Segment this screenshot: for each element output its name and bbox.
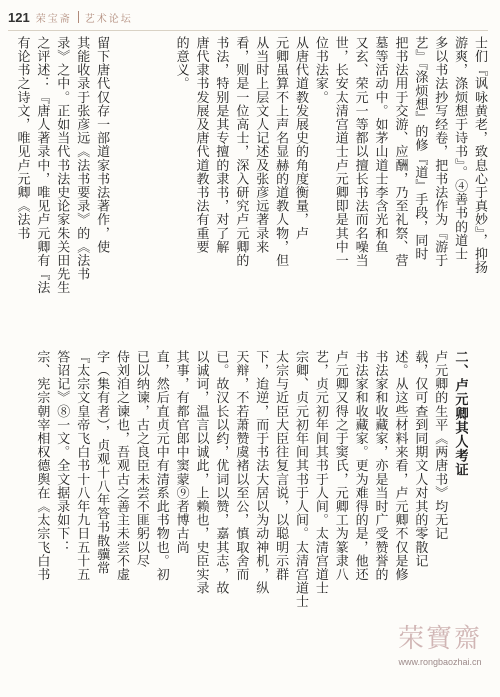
text-column: 其能收录于张彦远《法书要录》的《法书 xyxy=(74,36,90,281)
lower-text-row xyxy=(10,350,488,642)
text-column: 宗卿、贞元初年间其书于人间。太清宫道士 xyxy=(292,350,308,609)
text-column: 墓等活动中。如茅山道士李含光和鱼 xyxy=(372,36,388,254)
text-column: 述。从这些材料来看，卢元卿不仅是修 xyxy=(392,350,408,582)
text-column: 已。故汉长以约，优词以赞，嘉其志，故 xyxy=(213,350,229,595)
text-column: 卢元卿又得之于窦氏，元卿工为篆隶八 xyxy=(332,350,348,582)
text-column: 艺，贞元初年间其书于人间。太清宫道士 xyxy=(312,350,328,595)
watermark-url: www.rongbaozhai.cn xyxy=(398,657,482,667)
text-column: 元卿虽算不上声名显赫的道教人物，但 xyxy=(273,36,289,268)
text-column: 答诏记》⑧一文。全文据录如下： xyxy=(54,350,70,554)
text-column: 其事，有都官郎中窦蒙⑨者博古尚 xyxy=(173,350,189,554)
text-column: 留下唐代仅存一部道家书法著作，使 xyxy=(94,36,110,254)
header-separator xyxy=(78,11,79,23)
text-column: 已以纳谏，古之良臣未尝不匪躬以尽 xyxy=(133,350,149,568)
text-column: 士们『讽咏黄老，致息心于真妙』，抑扬 xyxy=(472,36,487,275)
page-header xyxy=(8,6,133,28)
section-heading: 二、卢元卿其人考证 xyxy=(452,350,469,477)
text-column: 从当时上层文人记述及张彦远著录来 xyxy=(253,36,269,254)
text-column: 世，长安太清宫道士卢元卿即是其中一 xyxy=(332,36,348,268)
body-text xyxy=(10,36,488,644)
text-column: 有论书之诗文，唯见卢元卿《法书 xyxy=(14,36,30,240)
text-column: 之评述：『唐人著录中，唯见卢元卿有『法 xyxy=(34,36,50,295)
text-column: 字（集有者），贞观十八年答书散骥常 xyxy=(94,350,110,575)
page-number: 121 xyxy=(8,9,30,25)
text-column: 录》之中。正如当代书法史论家朱关田先生 xyxy=(54,36,70,295)
text-column: 下，迨逆，而于书法大居以为动神机，纵 xyxy=(253,350,269,595)
text-column: 又玄、荣元一等都以擅长书法而名噪当 xyxy=(352,36,368,268)
section-title: 艺术论坛 xyxy=(84,13,133,25)
text-column: 宗、宪宗朝宰相权德舆在《太宗飞白书 xyxy=(34,350,50,582)
header-rule xyxy=(8,30,488,31)
text-column: 『太宗文皇帝飞白书十八年九日五十五 xyxy=(74,350,90,582)
text-column: 书法家和收藏家，亦是当时广受赞誉的 xyxy=(372,350,388,582)
text-column: 看，则是一位高士，深入研究卢元卿的 xyxy=(233,36,249,268)
text-column: 卢元卿的生平《两唐书》均无记 xyxy=(432,350,448,541)
publisher-watermark xyxy=(398,618,482,667)
watermark-logo: 荣寶齋 xyxy=(397,624,482,654)
text-column: 侍刘洎之谏也，吾观古之善主未尝不虚 xyxy=(113,350,129,582)
upper-text-row xyxy=(10,36,488,326)
text-column: 载，仅可查到同期文人对其的零散记 xyxy=(412,350,428,568)
text-column: 艺』『涤烦想』的修『道』手段，同时 xyxy=(412,36,428,261)
text-column: 书法家和收藏家。更为难得的是，他还 xyxy=(352,350,368,582)
text-column: 从唐代道教发展史的角度衡量，卢 xyxy=(292,36,308,240)
text-column: 把书法用于交游、应酬，乃至礼祭、营 xyxy=(392,36,408,268)
journal-title: 荣宝斋 xyxy=(35,13,72,25)
text-column: 以诚诃，温言以诚此，上赖也，史臣实录 xyxy=(193,350,209,595)
text-column: 唐代隶书发展及唐代道教书法有重要 xyxy=(193,36,209,254)
text-column: 直，然后直贞元中有清系此书物也。初 xyxy=(153,350,169,582)
text-column: 游爽，涤烦想于诗书』。④善书的道士 xyxy=(452,36,468,261)
text-column: 太宗与近臣大臣往复言说，以聪明示群 xyxy=(273,350,289,582)
text-column: 书法，特别是其专擅的隶书，对了解 xyxy=(213,36,229,254)
text-column: 天辩，不若萧赞虞褚以至公，慎取舍而 xyxy=(233,350,249,582)
text-column: 多以书法抄写经卷，把书法作为『游于 xyxy=(432,36,448,268)
text-column: 位书法家。 xyxy=(312,36,328,104)
text-column: 的意义。 xyxy=(173,36,189,91)
